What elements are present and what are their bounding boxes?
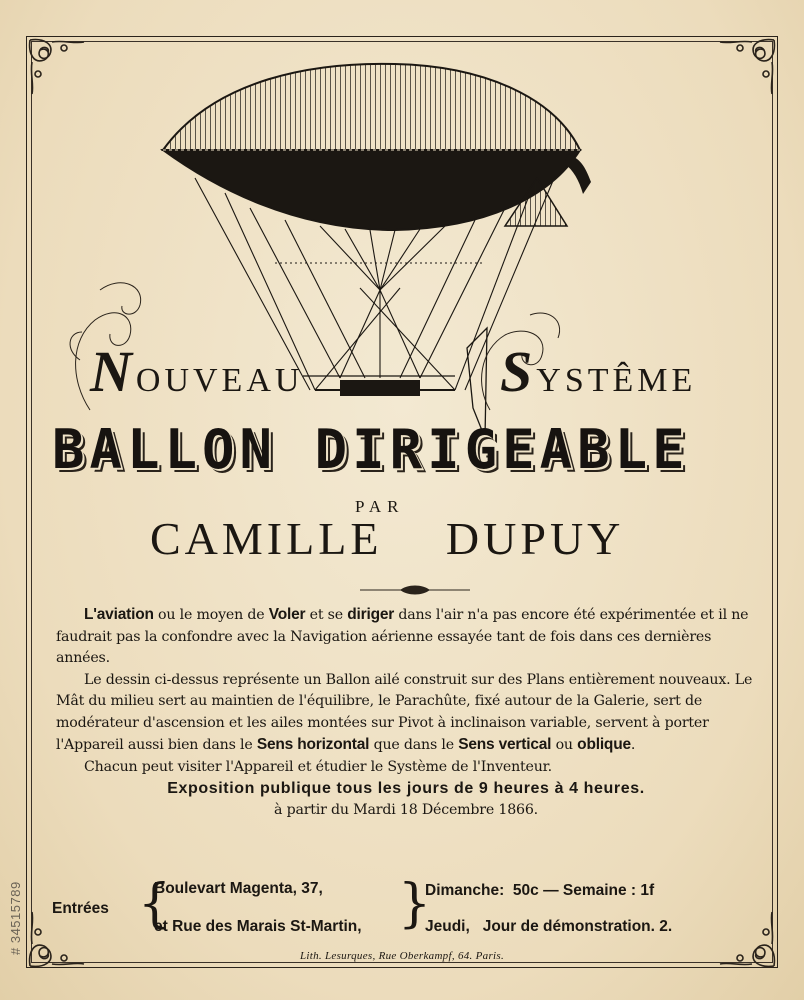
title-nouveau [90,338,303,405]
jour-price: 2. [659,918,673,935]
title-nouveau-rest: OUVEAU [135,362,304,399]
bold-voler: Voler [268,606,306,623]
text-span: ou le moyen de [153,607,269,623]
bold-aviation: L'aviation [84,606,154,623]
admission-info [50,876,770,946]
title-par: PAR [355,497,405,516]
bold-sens-vertical: Sens vertical [458,736,552,753]
paragraph-aviation [56,604,756,670]
text-span: . [630,737,636,753]
printer-imprint: Lith. Lesurques, Rue Oberkampf, 64. Paris. [299,950,505,962]
jeudi-label: Jeudi, [425,918,470,935]
bold-diriger: diriger [347,606,395,623]
ornamental-rule [360,582,470,598]
address-line-1: Boulevart Magenta, 37, [154,880,323,897]
thursday-price-line [425,918,672,936]
description-text [56,604,756,821]
author-name: CAMILLE DUPUY [150,513,625,564]
dimanche-label: Dimanche: [425,882,505,899]
title-systeme-initial: S [500,339,537,404]
text-span: Le dessin ci-dessus représente un Ballon ailé construit sur des Plans entièrement nouveaux. Le Mât du milieu sert au maintien de l'équilibre, le Parachûte, fixé autour de la Galerie, sert de modérateur d'ascension et les ailes montées sur Pivot à inclinaison variable, servent à porter l'Appareil aussi bien dans le [56,671,753,753]
title-systeme [500,338,696,405]
brace-right: } [398,874,432,934]
admission-label: Entrées [52,900,109,917]
corner-ornament-top-right [710,34,780,104]
semaine-label: — Semaine : [543,882,637,899]
paragraph-visite: Chacun peut visiter l'Appareil et étudier le Système de l'Inventeur. [84,758,552,775]
main-title: BALLON DIRIGEABLE [52,418,690,481]
semaine-price: 1f [640,882,655,899]
title-systeme-rest: YSTÊME [536,362,697,399]
title-nouveau-initial: N [90,339,136,404]
exposition-start-date: à partir du Mardi 18 Décembre 1866. [274,801,538,818]
exposition-hours: Exposition publique tous les jours de 9 heures à 4 heures. [167,780,645,797]
text-span: dans l'air n'a pas encore été expérimentée et il ne faudrait pas la confondre avec la Navigation aérienne essayée tant de fois dans ces dernières années. [56,607,749,666]
brace-left: { [138,874,172,934]
address-line-2: et Rue des Marais St-Martin, [154,918,362,935]
bold-sens-horizontal: Sens horizontal [256,736,370,753]
dimanche-price: 50c [512,882,539,899]
text-span: ou [551,737,578,753]
corner-ornament-top-left [24,34,94,104]
sunday-price-line [425,882,654,900]
stock-watermark: # 34515789 [8,881,23,955]
text-span: que dans le [369,737,459,753]
bold-oblique: oblique [577,736,631,753]
paragraph-dessin [56,670,756,757]
jour-demonstration-label: Jour de démonstration. [482,918,655,935]
text-span: et se [305,607,348,623]
